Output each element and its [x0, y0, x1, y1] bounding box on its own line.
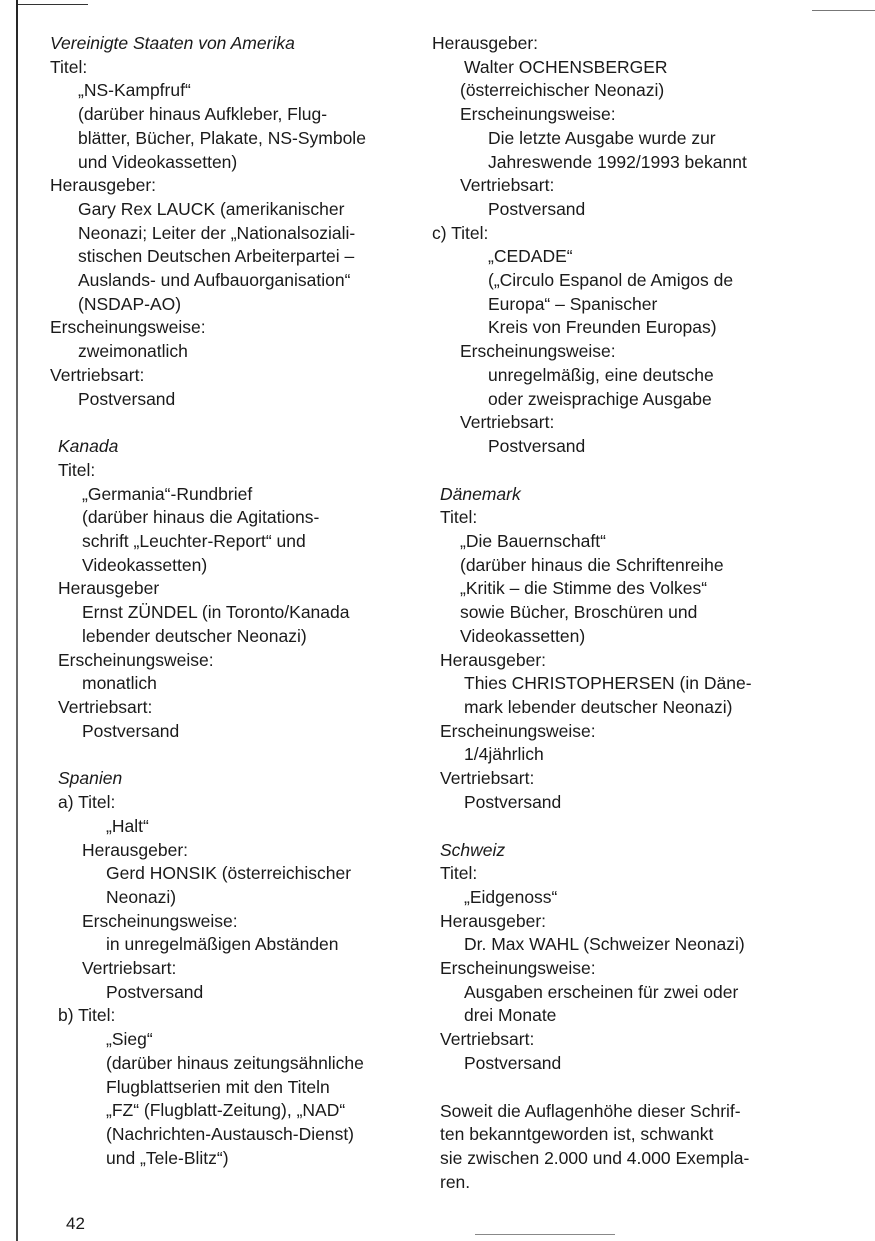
erscheinungsweise-label: Erscheinungsweise: — [58, 649, 214, 670]
section-kanada — [50, 435, 420, 743]
vertriebsart-value: Postversand — [82, 720, 180, 741]
titel-line: (darüber hinaus zeitungsähnliche — [106, 1052, 364, 1073]
titel-line: („Circulo Espanol de Amigos de — [488, 270, 734, 291]
titel-line: „Kritik – die Stimme des Volkes“ — [460, 578, 708, 599]
vertriebsart-value: Postversand — [488, 198, 586, 219]
herausgeber-line: (NSDAP-AO) — [78, 293, 182, 314]
herausgeber-line: (österreichischer Neonazi) — [460, 80, 665, 101]
herausgeber-line: Gerd HONSIK (österreichischer — [106, 863, 352, 884]
vertriebsart-value: Postversand — [78, 388, 176, 409]
herausgeber-line: Thies CHRISTOPHERSEN (in Däne- — [464, 673, 752, 694]
herausgeber-label: Herausgeber: — [440, 910, 547, 931]
titel-line: „NS-Kampfruf“ — [78, 80, 191, 101]
titel-line: „Halt“ — [106, 815, 149, 836]
vertriebsart-label: Vertriebsart: — [82, 958, 177, 979]
erscheinungsweise-value: zweimonatlich — [78, 341, 188, 362]
titel-line: und „Tele-Blitz“) — [106, 1147, 229, 1168]
titel-line: Flugblattserien mit den Titeln — [106, 1076, 330, 1097]
titel-label: Titel: — [440, 507, 478, 528]
erscheinungsweise-label: Erscheinungsweise: — [440, 720, 596, 741]
erscheinungsweise-label: Erscheinungsweise: — [460, 341, 616, 362]
herausgeber-line: lebender deutscher Neonazi) — [82, 625, 307, 646]
summary-line: sie zwischen 2.000 und 4.000 Exempla- — [440, 1147, 750, 1168]
herausgeber-line: Auslands- und Aufbauorganisation“ — [78, 270, 351, 291]
top-rule-right — [812, 10, 875, 11]
summary-line: Soweit die Auflagenhöhe dieser Schrif- — [440, 1100, 741, 1121]
herausgeber-label: Herausgeber — [58, 578, 160, 599]
titel-line: Kreis von Freunden Europas) — [488, 317, 717, 338]
herausgeber-line: Neonazi; Leiter der „Nationalsoziali- — [78, 222, 356, 243]
erscheinungsweise-line: Jahreswende 1992/1993 bekannt — [488, 151, 747, 172]
titel-label-a: a) Titel: — [58, 792, 116, 813]
vertriebsart-label: Vertriebsart: — [58, 696, 153, 717]
titel-line: sowie Bücher, Broschüren und — [460, 602, 698, 623]
vertriebsart-label: Vertriebsart: — [460, 175, 555, 196]
herausgeber-line: Walter OCHENSBERGER — [464, 56, 668, 77]
summary-line: ren. — [440, 1171, 471, 1192]
herausgeber-label: Herausgeber: — [82, 839, 189, 860]
titel-line: (darüber hinaus Aufkleber, Flug- — [78, 104, 328, 125]
vertriebsart-value: Postversand — [464, 1052, 562, 1073]
vertriebsart-value: Postversand — [488, 435, 586, 456]
vertriebsart-label: Vertriebsart: — [440, 768, 535, 789]
herausgeber-line: mark lebender deutscher Neonazi) — [464, 696, 733, 717]
erscheinungsweise-label: Erscheinungsweise: — [440, 958, 596, 979]
country-heading: Kanada — [58, 436, 119, 457]
erscheinungsweise-label: Erscheinungsweise: — [50, 317, 206, 338]
titel-line: „Germania“-Rundbrief — [82, 483, 253, 504]
titel-line: blätter, Bücher, Plakate, NS-Symbole — [78, 127, 366, 148]
titel-line: Videokassetten) — [460, 625, 586, 646]
country-heading: Schweiz — [440, 839, 506, 860]
titel-label-c: c) Titel: — [432, 222, 489, 243]
titel-line: „Sieg“ — [106, 1029, 153, 1050]
bottom-rule — [475, 1234, 615, 1235]
country-heading: Spanien — [58, 768, 123, 789]
top-rule-left — [18, 4, 88, 5]
erscheinungsweise-line: drei Monate — [464, 1005, 557, 1026]
herausgeber-line: Dr. Max WAHL (Schweizer Neonazi) — [464, 934, 745, 955]
country-heading: Vereinigte Staaten von Amerika — [50, 33, 295, 53]
erscheinungsweise-line: Die letzte Ausgabe wurde zur — [488, 127, 716, 148]
titel-line: „FZ“ (Flugblatt-Zeitung), „NAD“ — [106, 1100, 346, 1121]
erscheinungsweise-line: unregelmäßig, eine deutsche — [488, 364, 714, 385]
vertriebsart-label: Vertriebsart: — [460, 412, 555, 433]
titel-line: und Videokassetten) — [78, 151, 238, 172]
titel-line: Videokassetten) — [82, 554, 208, 575]
section-daenemark — [432, 483, 832, 815]
section-spanien-continued — [432, 32, 832, 459]
titel-line: „Eidgenoss“ — [464, 886, 558, 907]
herausgeber-line: Ernst ZÜNDEL (in Toronto/Kanada — [82, 602, 350, 623]
erscheinungsweise-value: monatlich — [82, 673, 157, 694]
erscheinungsweise-label: Erscheinungsweise: — [460, 104, 616, 125]
titel-line: schrift „Leuchter-Report“ und — [82, 531, 306, 552]
erscheinungsweise-line: Ausgaben erscheinen für zwei oder — [464, 981, 739, 1002]
erscheinungsweise-label: Erscheinungsweise: — [82, 910, 238, 931]
section-usa — [50, 32, 420, 411]
vertriebsart-label: Vertriebsart: — [440, 1029, 535, 1050]
section-spanien — [50, 767, 420, 1170]
titel-line: (darüber hinaus die Agitations- — [82, 507, 320, 528]
titel-label: Titel: — [440, 863, 478, 884]
titel-line: (Nachrichten-Austausch-Dienst) — [106, 1123, 355, 1144]
country-heading: Dänemark — [440, 483, 521, 504]
page-number: 42 — [66, 1214, 85, 1233]
vertriebsart-value: Postversand — [464, 791, 562, 812]
vertriebsart-value: Postversand — [106, 981, 204, 1002]
titel-label-b: b) Titel: — [58, 1005, 116, 1026]
herausgeber-label: Herausgeber: — [440, 649, 547, 670]
summary-paragraph — [432, 1100, 832, 1195]
section-schweiz — [432, 839, 832, 1076]
titel-label: Titel: — [58, 459, 96, 480]
erscheinungsweise-value: 1/4jährlich — [464, 744, 544, 765]
herausgeber-line: stischen Deutschen Arbeiterpartei – — [78, 246, 355, 267]
erscheinungsweise-line: oder zweisprachige Ausgabe — [488, 388, 712, 409]
titel-line: (darüber hinaus die Schriftenreihe — [460, 554, 724, 575]
herausgeber-label: Herausgeber: — [50, 175, 157, 196]
titel-line: „Die Bauernschaft“ — [460, 531, 606, 552]
left-column — [50, 32, 420, 1170]
herausgeber-line: Neonazi) — [106, 886, 177, 907]
right-column — [432, 32, 832, 1194]
vertriebsart-label: Vertriebsart: — [50, 364, 145, 385]
titel-label: Titel: — [50, 56, 88, 77]
summary-line: ten bekanntgeworden ist, schwankt — [440, 1124, 714, 1145]
erscheinungsweise-value: in unregelmäßigen Abständen — [106, 934, 339, 955]
titel-line: „CEDADE“ — [488, 246, 573, 267]
page-binding-edge — [16, 0, 18, 1241]
herausgeber-line: Gary Rex LAUCK (amerikanischer — [78, 198, 345, 219]
titel-line: Europa“ – Spanischer — [488, 293, 658, 314]
herausgeber-label: Herausgeber: — [432, 33, 539, 53]
